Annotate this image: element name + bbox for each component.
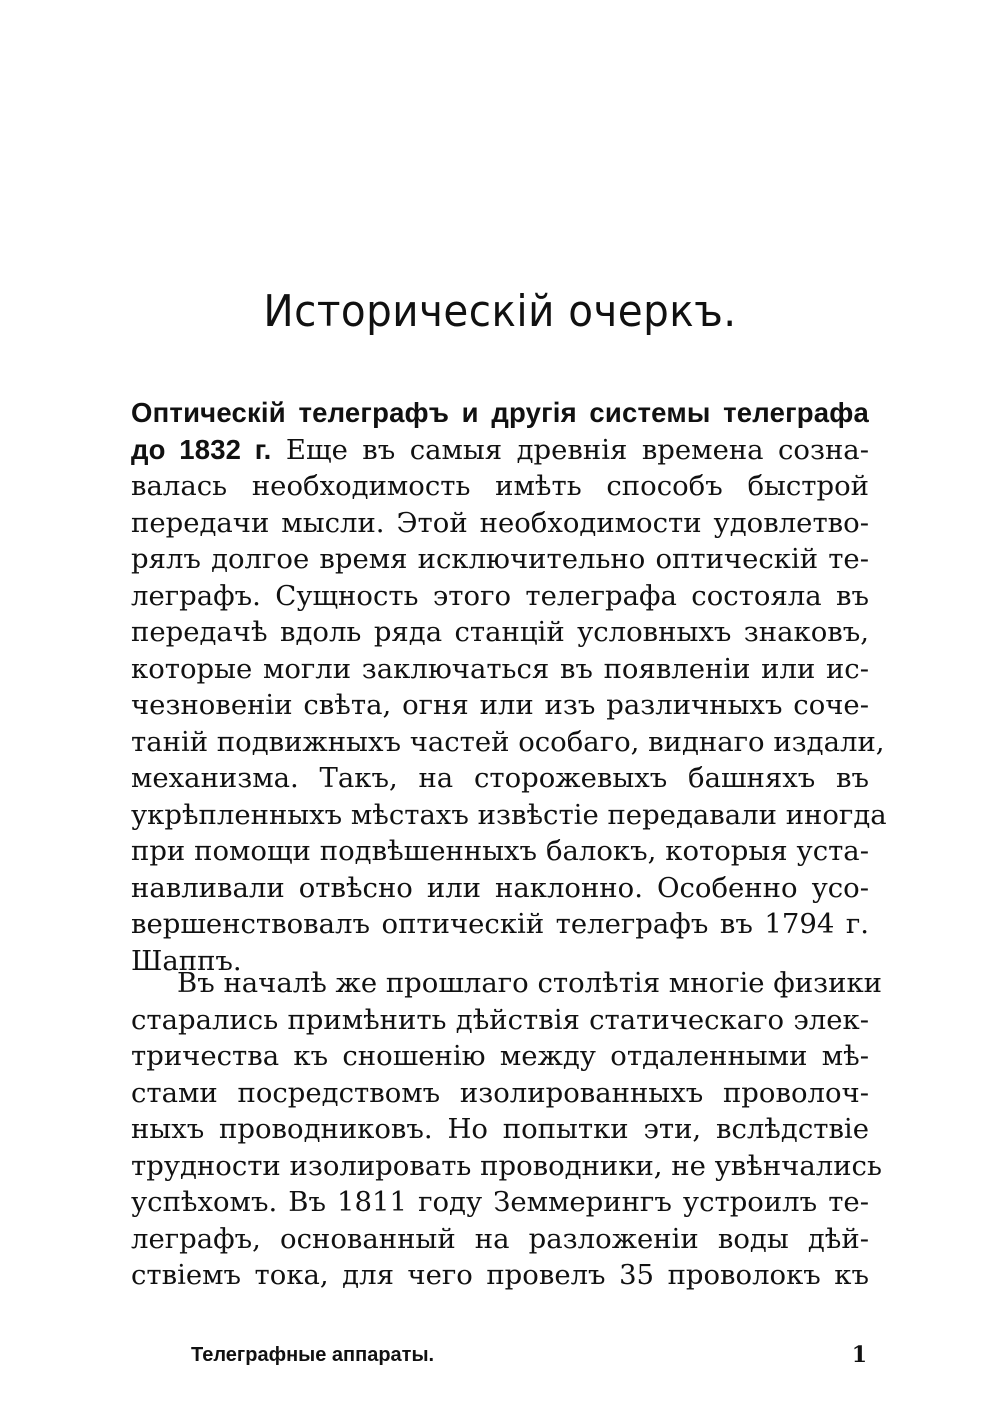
paragraph-line: стами посредствомъ изолированныхъ проволоч-	[131, 1077, 869, 1109]
paragraph-line: навливали отвѣсно или наклонно. Особенно усо-	[131, 872, 869, 904]
paragraph-line: Шаппъ.	[131, 945, 242, 977]
paragraph-line: таній подвижныхъ частей особаго, виднаго издали,	[131, 726, 885, 758]
paragraph-line: при помощи подвѣшенныхъ балокъ, которыя уста-	[131, 835, 869, 867]
paragraph-line: укрѣпленныхъ мѣстахъ извѣстіе передавали иногда	[131, 799, 887, 831]
paragraph-line: Въ началѣ же прошлаго столѣтія многіе физики	[177, 967, 882, 999]
paragraph-line	[131, 432, 869, 468]
paragraph-line: вершенствовалъ оптическій телеграфъ въ 1794 г.	[131, 908, 869, 940]
paragraph-line: леграфъ. Сущность этого телеграфа состояла въ	[131, 580, 869, 612]
paragraph-line: ныхъ проводниковъ. Но попытки эти, вслѣдствіе	[131, 1113, 869, 1145]
paragraph-line: Оптическій телеграфъ и другія системы телеграфа	[131, 397, 869, 428]
paragraph-line: ствіемъ тока, для чего провелъ 35 проволокъ къ	[131, 1259, 869, 1291]
page-footer	[191, 1340, 867, 1370]
paragraph-line: передачи мысли. Этой необходимости удовлетво-	[131, 507, 869, 539]
paragraph-2	[131, 965, 882, 1368]
paragraph-line: которые могли заключаться въ появленіи или ис-	[131, 653, 869, 685]
paragraph-line: тричества къ сношенію между отдаленными мѣ-	[131, 1040, 869, 1072]
paragraph-line: успѣхомъ. Въ 1811 году Земмерингъ устроилъ те-	[131, 1186, 869, 1218]
running-title: Телеграфные аппараты.	[191, 1344, 435, 1366]
chapter-title: Историческій очеркъ.	[263, 286, 737, 337]
section-lead-bold: до 1832 г.	[131, 434, 272, 465]
line-text: Еще въ самыя древнія времена созна-	[271, 434, 869, 466]
paragraph-1	[131, 395, 887, 977]
paragraph-line: трудности изолировать проводники, не увѣнчались	[131, 1150, 882, 1182]
paragraph-line: валась необходимость имѣть способъ быстрой	[131, 470, 869, 502]
paragraph-line: чезновеніи свѣта, огня или изъ различныхъ соче-	[131, 689, 869, 721]
page-number: 1	[851, 1342, 867, 1368]
paragraph-line: рялъ долгое время исключительно оптическій те-	[131, 543, 869, 575]
paragraph-line: старались примѣнить дѣйствія статическаго элек-	[131, 1004, 869, 1036]
paragraph-line: леграфъ, основанный на разложеніи воды дѣй-	[131, 1223, 869, 1255]
paragraph-line: передачѣ вдоль ряда станцій условныхъ знаковъ,	[131, 616, 869, 648]
paragraph-line: механизма. Такъ, на сторожевыхъ башняхъ въ	[131, 762, 869, 794]
